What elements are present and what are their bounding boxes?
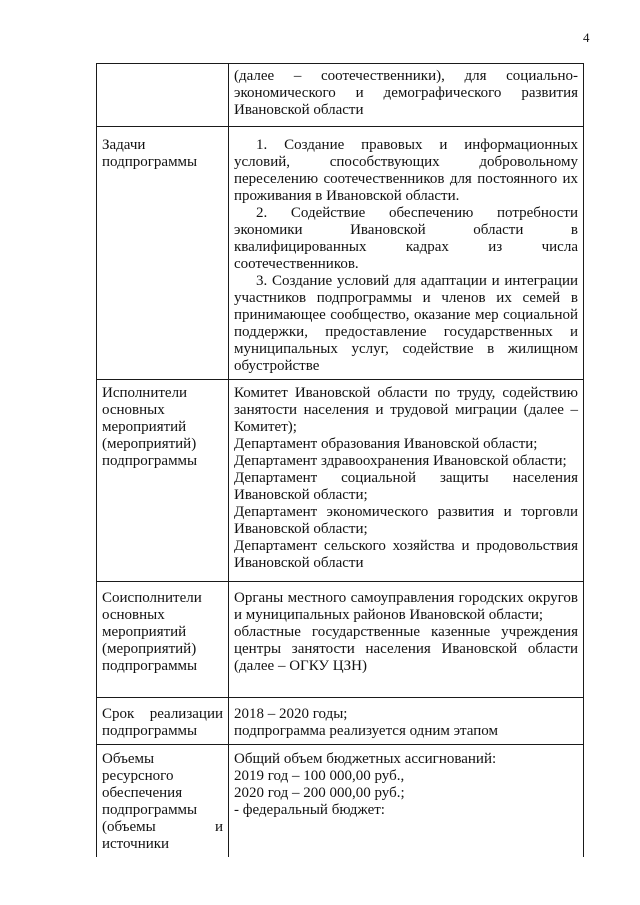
table-row-tasks — [97, 127, 584, 380]
task-item: 1. Создание правовых и информационных условий, способствующих добровольному переселению соотечественников для постоянного их проживания в Ивановской области. — [234, 137, 578, 204]
funding-label-line: обеспечения — [102, 785, 183, 801]
co-executors-label-line: подпрограммы — [102, 658, 198, 674]
executors-label-line: подпрограммы — [102, 453, 198, 469]
table-row-continuation — [97, 64, 584, 127]
continuation-text: (далее – соотечественники), для социально-экономического и демографического развития Ивановской области — [234, 68, 578, 118]
co-executors-label-line: мероприятий — [102, 624, 187, 640]
term-content-cell — [229, 698, 584, 745]
term-label-cell — [97, 698, 229, 745]
tasks-label-line: Задачи — [102, 137, 146, 153]
funding-label-line — [102, 819, 223, 836]
table-row-funding — [97, 745, 584, 858]
tasks-label-cell — [97, 127, 229, 380]
funding-item: Общий объем бюджетных ассигнований: — [234, 751, 497, 767]
co-executors-content-cell — [229, 582, 584, 698]
tasks-label-line: подпрограммы — [102, 154, 198, 170]
executors-label-line: Исполнители — [102, 385, 188, 401]
executors-label-line: (мероприятий) — [102, 436, 197, 452]
tasks-content-cell — [229, 127, 584, 380]
term-item: подпрограмма реализуется одним этапом — [234, 723, 498, 739]
executor-item: Департамент социальной защиты населения Ивановской области; — [234, 470, 578, 503]
term-item: 2018 – 2020 годы; — [234, 706, 348, 722]
executors-content-cell — [229, 380, 584, 582]
funding-label-word: и — [214, 819, 223, 835]
co-executors-label-line: (мероприятий) — [102, 641, 197, 657]
funding-item: 2019 год – 100 000,00 руб., — [234, 768, 405, 784]
co-executors-label-line: основных — [102, 607, 165, 623]
co-executors-label-line: Соисполнители — [102, 590, 202, 606]
executor-item: Департамент образования Ивановской области; — [234, 436, 538, 452]
page-number: 4 — [583, 30, 590, 45]
term-label-word: реализации — [149, 706, 223, 722]
co-executor-item: областные государственные казенные учреждения центры занятости населения Ивановской области (далее – ОГКУ ЦЗН) — [234, 624, 578, 674]
funding-item: 2020 год – 200 000,00 руб.; — [234, 785, 405, 801]
funding-label-line: подпрограммы — [102, 802, 198, 818]
executor-item: Департамент здравоохранения Ивановской области; — [234, 453, 567, 469]
funding-label-line: Объемы ресурсного — [102, 751, 174, 784]
continuation-label-cell — [97, 64, 229, 127]
funding-label-cell — [97, 745, 229, 858]
executors-label-line: основных — [102, 402, 165, 418]
executor-item: Департамент сельского хозяйства и продовольствия Ивановской области — [234, 538, 578, 571]
continuation-content-cell — [229, 64, 584, 127]
funding-item: - федеральный бюджет: — [234, 802, 385, 818]
term-label-word: Срок — [102, 706, 135, 722]
funding-label-line: источники — [102, 836, 170, 852]
table-row-term — [97, 698, 584, 745]
table-row-executors — [97, 380, 584, 582]
table-row-co-executors — [97, 582, 584, 698]
executor-item: Комитет Ивановской области по труду, содействию занятости населения и трудовой миграции (далее – Комитет); — [234, 385, 578, 435]
executor-item: Департамент экономического развития и торговли Ивановской области; — [234, 504, 578, 537]
passport-table — [96, 63, 584, 857]
funding-content-cell — [229, 745, 584, 858]
term-label-line — [102, 706, 223, 723]
task-item: 3. Создание условий для адаптации и интеграции участников подпрограммы и членов их семей в принимающее сообщество, оказание мер социальной поддержки, предоставление государственных и муниципальных услуг, содействие в жилищном обустройстве — [234, 273, 578, 374]
co-executor-item: Органы местного самоуправления городских округов и муниципальных районов Ивановской области; — [234, 590, 578, 623]
term-label-line: подпрограммы — [102, 723, 198, 739]
task-item: 2. Содействие обеспечению потребности экономики Ивановской области в квалифицированных кадрах из числа соотечественников. — [234, 205, 578, 272]
executors-label-cell — [97, 380, 229, 582]
co-executors-label-cell — [97, 582, 229, 698]
executors-label-line: мероприятий — [102, 419, 187, 435]
funding-label-word: (объемы — [102, 819, 156, 835]
